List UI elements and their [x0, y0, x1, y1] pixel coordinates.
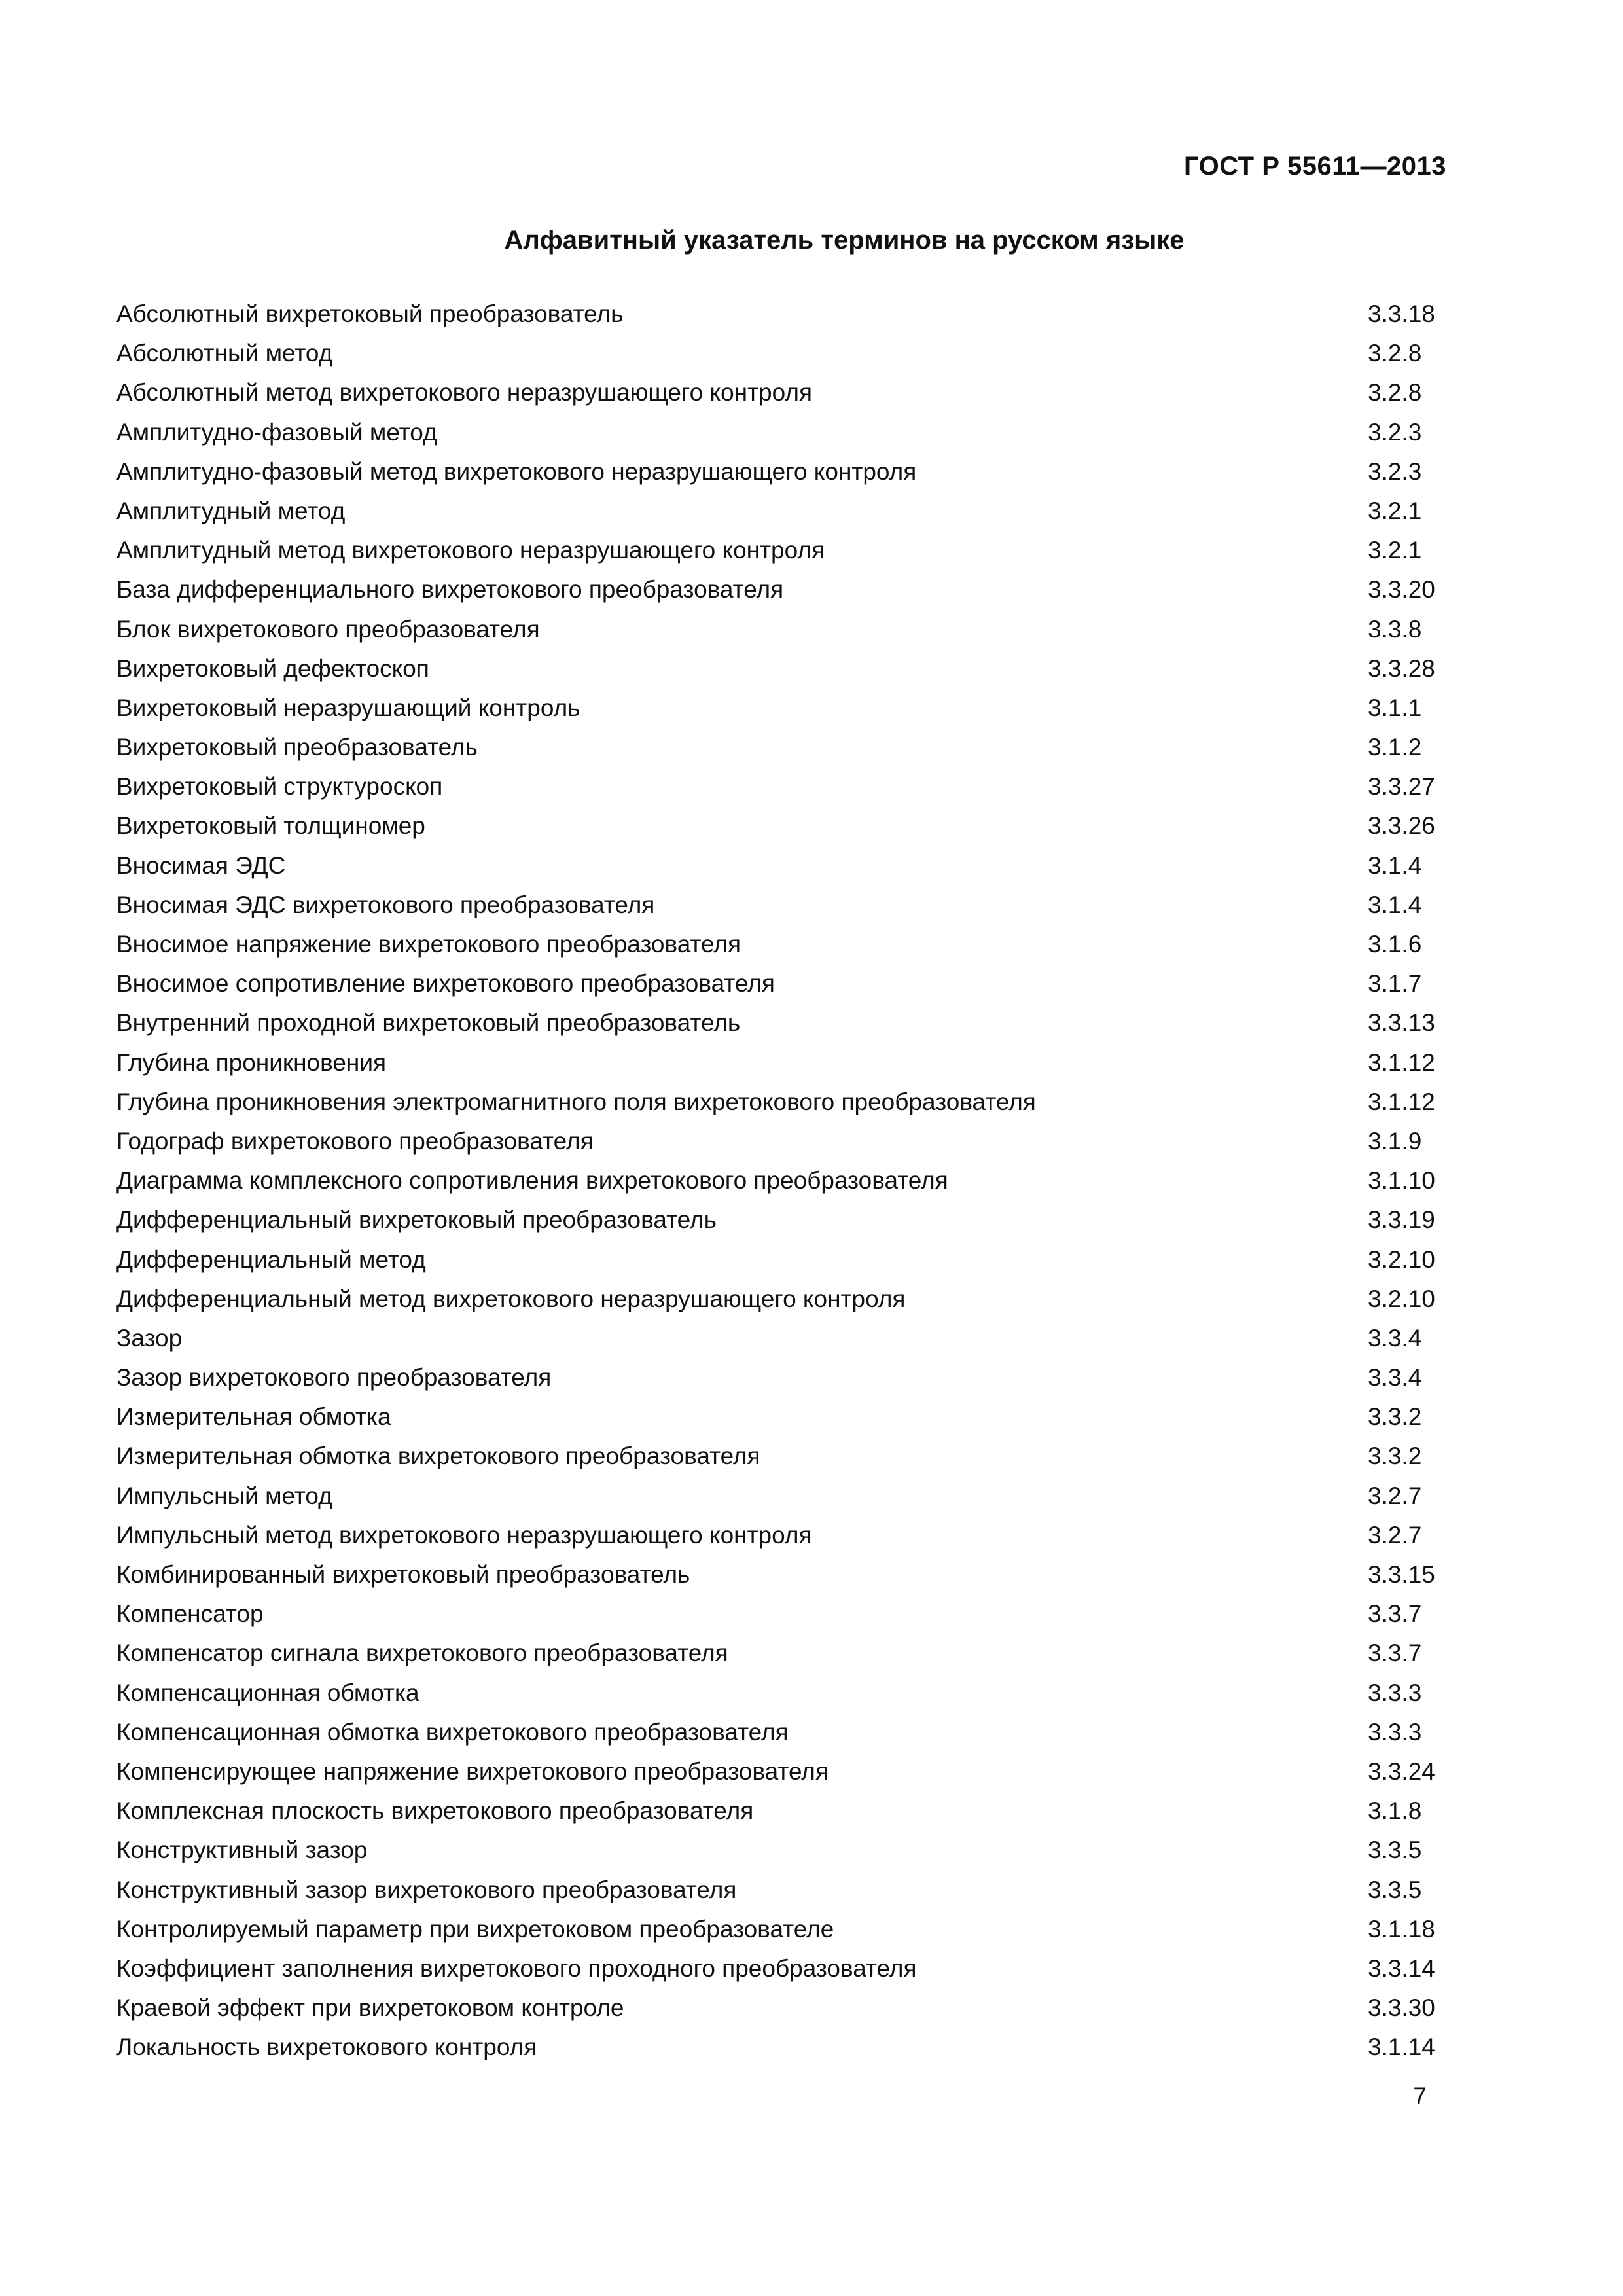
term-section-ref: 3.3.27: [1368, 773, 1435, 800]
term-section-ref: 3.3.5: [1368, 1876, 1422, 1903]
term-section-ref: 3.2.1: [1368, 537, 1422, 564]
term-row: [116, 1791, 1452, 1831]
term-row: [116, 1594, 1452, 1634]
term-name: База дифференциального вихретокового преобразователя: [116, 576, 784, 603]
term-section-ref: 3.3.14: [1368, 1954, 1435, 1982]
term-section-ref: 3.2.3: [1368, 457, 1422, 485]
term-section-ref: 3.1.9: [1368, 1127, 1422, 1155]
term-section-ref: 3.2.7: [1368, 1482, 1422, 1509]
term-row: [116, 1083, 1452, 1122]
term-name: Вихретоковый преобразователь: [116, 734, 478, 761]
term-row: [116, 413, 1452, 452]
term-section-ref: 3.2.10: [1368, 1246, 1435, 1273]
term-row: [116, 649, 1452, 689]
term-name: Амплитудно-фазовый метод: [116, 418, 437, 446]
term-row: [116, 1516, 1452, 1555]
term-section-ref: 3.3.30: [1368, 1994, 1435, 2022]
term-section-ref: 3.1.12: [1368, 1049, 1435, 1076]
term-name: Вихретоковый толщиномер: [116, 812, 425, 840]
term-name: Абсолютный метод: [116, 340, 333, 367]
term-name: Компенсационная обмотка вихретокового преобразователя: [116, 1718, 789, 1746]
term-section-ref: 3.2.7: [1368, 1521, 1422, 1549]
term-section-ref: 3.3.26: [1368, 812, 1435, 840]
term-section-ref: 3.1.4: [1368, 891, 1422, 918]
term-section-ref: 3.3.2: [1368, 1403, 1422, 1431]
term-section-ref: 3.1.2: [1368, 734, 1422, 761]
term-name: Контролируемый параметр при вихретоковом преобразователе: [116, 1915, 834, 1943]
term-section-ref: 3.1.10: [1368, 1167, 1435, 1194]
term-name: Комплексная плоскость вихретокового преобразователя: [116, 1797, 754, 1825]
term-name: Компенсатор сигнала вихретокового преобразователя: [116, 1640, 728, 1667]
term-section-ref: 3.2.1: [1368, 497, 1422, 524]
term-row: [116, 1319, 1452, 1358]
term-name: Годограф вихретокового преобразователя: [116, 1127, 594, 1155]
term-name: Зазор вихретокового преобразователя: [116, 1364, 552, 1391]
term-name: Диаграмма комплексного сопротивления вихретокового преобразователя: [116, 1167, 948, 1194]
term-name: Компенсационная обмотка: [116, 1679, 419, 1706]
term-row: [116, 531, 1452, 570]
term-row: [116, 295, 1452, 334]
term-name: Блок вихретокового преобразователя: [116, 615, 540, 643]
term-name: Импульсный метод: [116, 1482, 332, 1509]
term-row: [116, 570, 1452, 609]
term-name: Глубина проникновения электромагнитного поля вихретокового преобразователя: [116, 1088, 1036, 1115]
term-name: Измерительная обмотка: [116, 1403, 391, 1431]
term-section-ref: 3.1.4: [1368, 852, 1422, 879]
term-name: Зазор: [116, 1324, 183, 1352]
term-section-ref: 3.3.5: [1368, 1837, 1422, 1864]
term-row: [116, 689, 1452, 728]
page-title: Алфавитный указатель терминов на русском языке: [504, 226, 1185, 255]
term-row: [116, 1555, 1452, 1594]
term-row: [116, 334, 1452, 373]
term-row: [116, 1122, 1452, 1161]
term-section-ref: 3.3.4: [1368, 1364, 1422, 1391]
term-section-ref: 3.3.15: [1368, 1561, 1435, 1588]
term-row: [116, 452, 1452, 492]
term-name: Дифференциальный метод вихретокового неразрушающего контроля: [116, 1285, 906, 1312]
term-row: [116, 1437, 1452, 1476]
term-section-ref: 3.3.2: [1368, 1443, 1422, 1470]
term-name: Амплитудный метод вихретокового неразрушающего контроля: [116, 537, 825, 564]
document-standard-header: ГОСТ Р 55611—2013: [1184, 152, 1446, 181]
term-name: Комбинированный вихретоковый преобразователь: [116, 1561, 690, 1588]
term-name: Локальность вихретокового контроля: [116, 2034, 537, 2061]
term-section-ref: 3.1.18: [1368, 1915, 1435, 1943]
term-section-ref: 3.3.24: [1368, 1757, 1435, 1785]
term-section-ref: 3.1.6: [1368, 931, 1422, 958]
term-section-ref: 3.2.10: [1368, 1285, 1435, 1312]
term-name: Вносимая ЭДС: [116, 852, 286, 879]
term-row: [116, 1988, 1452, 2028]
term-row: [116, 806, 1452, 846]
term-name: Вихретоковый неразрушающий контроль: [116, 694, 580, 721]
term-section-ref: 3.2.8: [1368, 340, 1422, 367]
term-section-ref: 3.1.7: [1368, 970, 1422, 997]
term-name: Вносимое сопротивление вихретокового преобразователя: [116, 970, 775, 997]
term-section-ref: 3.3.7: [1368, 1640, 1422, 1667]
term-section-ref: 3.1.14: [1368, 2034, 1435, 2061]
term-row: [116, 1043, 1452, 1083]
term-section-ref: 3.1.12: [1368, 1088, 1435, 1115]
term-section-ref: 3.3.3: [1368, 1718, 1422, 1746]
term-section-ref: 3.3.13: [1368, 1009, 1435, 1037]
term-row: [116, 1871, 1452, 1910]
term-row: [116, 2028, 1452, 2067]
term-section-ref: 3.1.1: [1368, 694, 1422, 721]
page-number: 7: [1413, 2083, 1427, 2109]
term-name: Конструктивный зазор вихретокового преобразователя: [116, 1876, 737, 1903]
term-section-ref: 3.3.7: [1368, 1600, 1422, 1628]
term-row: [116, 1713, 1452, 1752]
term-index-list: [116, 295, 1452, 2067]
term-name: Абсолютный метод вихретокового неразрушающего контроля: [116, 379, 812, 406]
term-row: [116, 1358, 1452, 1397]
term-section-ref: 3.3.4: [1368, 1324, 1422, 1352]
term-name: Амплитудно-фазовый метод вихретокового неразрушающего контроля: [116, 457, 917, 485]
term-section-ref: 3.3.8: [1368, 615, 1422, 643]
term-row: [116, 373, 1452, 412]
term-row: [116, 925, 1452, 964]
term-row: [116, 1280, 1452, 1319]
term-name: Вносимое напряжение вихретокового преобразователя: [116, 931, 741, 958]
term-name: Глубина проникновения: [116, 1049, 387, 1076]
term-name: Внутренний проходной вихретоковый преобразователь: [116, 1009, 741, 1037]
term-row: [116, 1477, 1452, 1516]
term-row: [116, 886, 1452, 925]
term-row: [116, 728, 1452, 767]
term-row: [116, 1397, 1452, 1437]
term-row: [116, 1910, 1452, 1949]
term-section-ref: 3.2.8: [1368, 379, 1422, 406]
term-row: [116, 1674, 1452, 1713]
term-section-ref: 3.2.3: [1368, 418, 1422, 446]
term-row: [116, 1831, 1452, 1870]
term-row: [116, 767, 1452, 806]
term-section-ref: 3.3.18: [1368, 300, 1435, 327]
term-name: Компенсирующее напряжение вихретокового преобразователя: [116, 1757, 829, 1785]
term-name: Компенсатор: [116, 1600, 264, 1628]
term-name: Абсолютный вихретоковый преобразователь: [116, 300, 624, 327]
term-section-ref: 3.1.8: [1368, 1797, 1422, 1825]
term-row: [116, 846, 1452, 886]
term-name: Вносимая ЭДС вихретокового преобразователя: [116, 891, 655, 918]
term-section-ref: 3.3.28: [1368, 655, 1435, 682]
term-name: Амплитудный метод: [116, 497, 346, 524]
term-name: Импульсный метод вихретокового неразрушающего контроля: [116, 1521, 812, 1549]
term-row: [116, 492, 1452, 531]
term-row: [116, 1161, 1452, 1200]
term-row: [116, 1200, 1452, 1240]
term-row: [116, 1003, 1452, 1043]
term-row: [116, 1949, 1452, 1988]
term-name: Вихретоковый структуроскоп: [116, 773, 443, 800]
term-row: [116, 1634, 1452, 1673]
term-name: Дифференциальный метод: [116, 1246, 426, 1273]
term-section-ref: 3.3.20: [1368, 576, 1435, 603]
term-name: Конструктивный зазор: [116, 1837, 368, 1864]
term-name: Коэффициент заполнения вихретокового проходного преобразователя: [116, 1954, 917, 1982]
term-row: [116, 1752, 1452, 1791]
term-section-ref: 3.3.3: [1368, 1679, 1422, 1706]
term-name: Дифференциальный вихретоковый преобразователь: [116, 1206, 717, 1234]
term-name: Вихретоковый дефектоскоп: [116, 655, 429, 682]
term-name: Измерительная обмотка вихретокового преобразователя: [116, 1443, 760, 1470]
term-row: [116, 964, 1452, 1003]
term-name: Краевой эффект при вихретоковом контроле: [116, 1994, 624, 2022]
term-row: [116, 610, 1452, 649]
term-row: [116, 1240, 1452, 1280]
term-section-ref: 3.3.19: [1368, 1206, 1435, 1234]
